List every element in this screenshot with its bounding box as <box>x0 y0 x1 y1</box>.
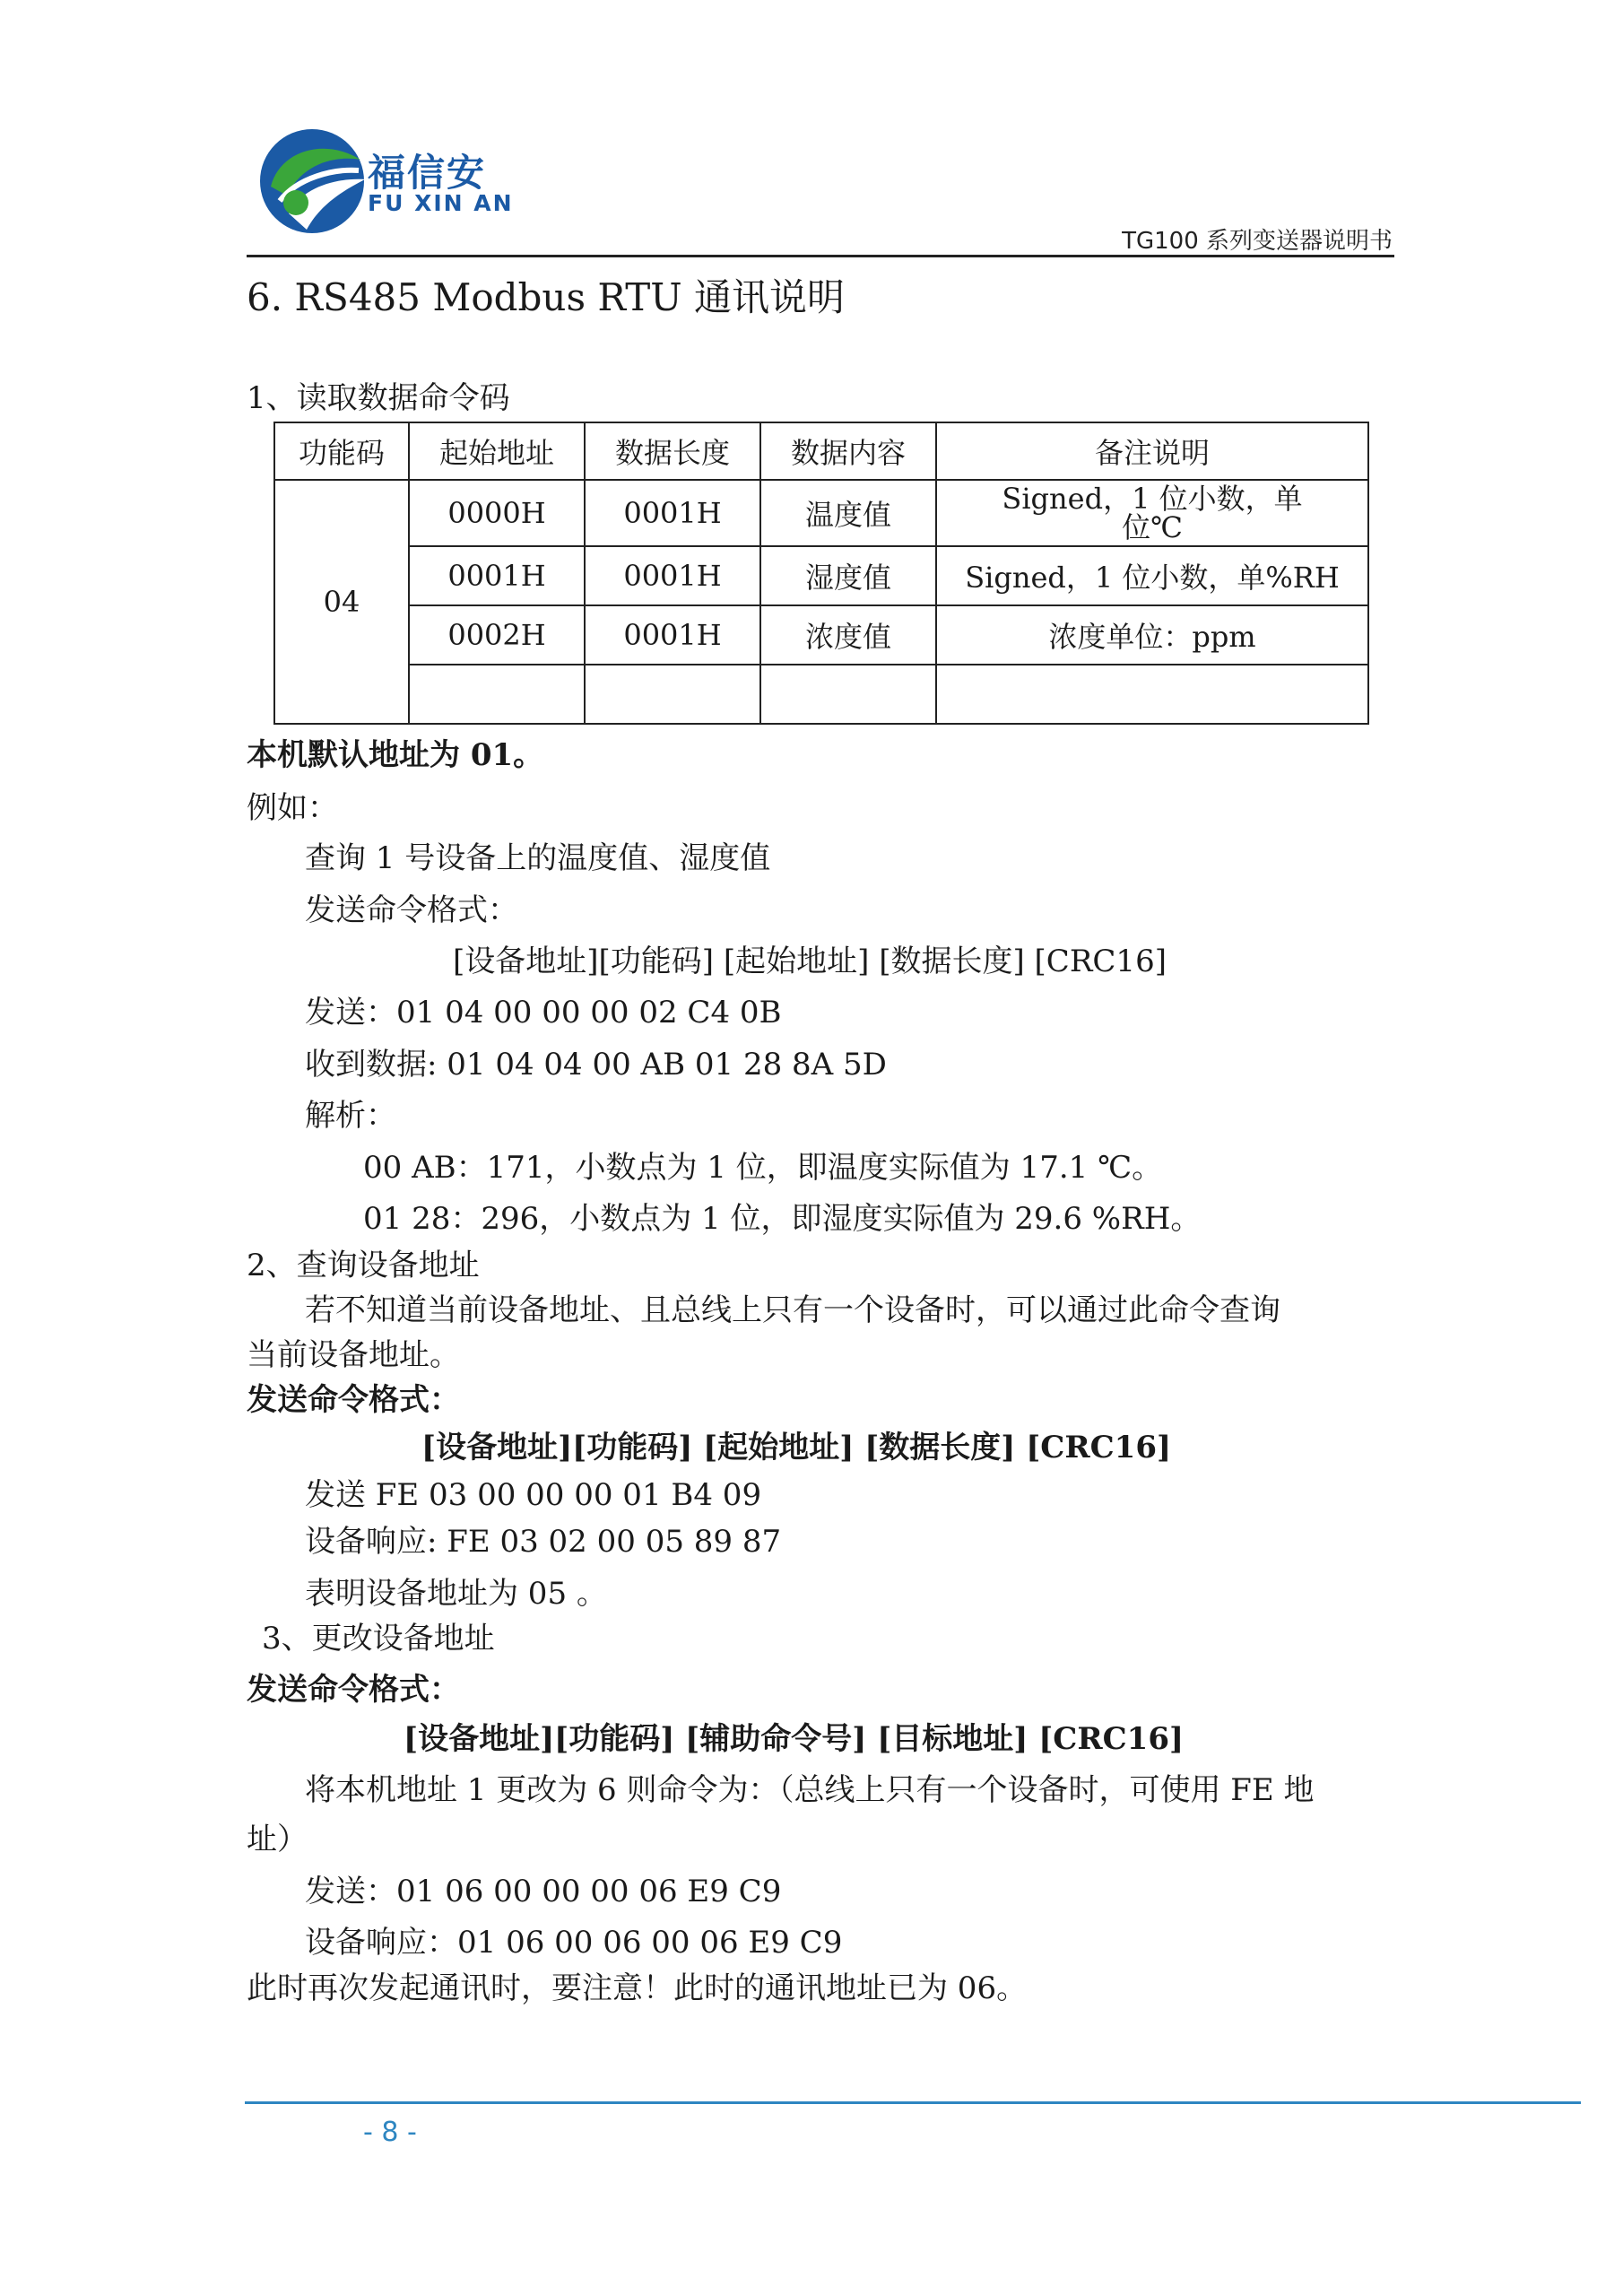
table-cell <box>760 665 936 724</box>
document-title: TG100 系列变送器说明书 <box>1122 228 1393 255</box>
s2-description: 若不知道当前设备地址、且总线上只有一个设备时，可以通过此命令查询 <box>305 1292 1280 1328</box>
section-heading: 6. RS485 Modbus RTU 通讯说明 <box>247 275 845 319</box>
company-logo-icon <box>253 124 374 240</box>
table-header-cell: 功能码 <box>274 422 409 480</box>
s2-command-format: [设备地址][功能码] [起始地址] [数据长度] [CRC16] <box>421 1430 1172 1465</box>
s3-description-cont: 址） <box>247 1822 308 1857</box>
query-description: 查询 1 号设备上的温度值、湿度值 <box>305 840 771 876</box>
s2-device-response: 设备响应: FE 03 02 00 05 89 87 <box>305 1524 782 1560</box>
table-cell: Signed，1 位小数，单%RH <box>936 546 1368 605</box>
parse-label: 解析： <box>305 1098 396 1134</box>
s2-description-cont: 当前设备地址。 <box>247 1337 460 1373</box>
send-command: 发送：01 04 00 00 00 02 C4 0B <box>305 995 782 1031</box>
table-cell: 浓度值 <box>760 605 936 665</box>
table-cell <box>936 480 1368 546</box>
s3-title: 3、更改设备地址 <box>262 1621 495 1657</box>
note-line: 位℃ <box>1122 510 1183 544</box>
brand-name-cn: 福信安 <box>368 151 487 195</box>
s1-title: 1、读取数据命令码 <box>247 380 510 416</box>
received-data: 收到数据: 01 04 04 00 AB 01 28 8A 5D <box>305 1047 887 1083</box>
table-cell: 温度值 <box>760 480 936 546</box>
table-cell: 0001H <box>409 546 585 605</box>
table-row <box>274 665 1368 724</box>
table-cell: 0001H <box>585 605 760 665</box>
table-cell: 0001H <box>585 546 760 605</box>
s3-warning-note: 此时再次发起通讯时，要注意！此时的通讯地址已为 06。 <box>247 1970 1028 2006</box>
example-label: 例如： <box>247 790 338 826</box>
table-header-cell: 起始地址 <box>409 422 585 480</box>
format-label: 发送命令格式： <box>305 892 518 928</box>
header-divider <box>247 255 1394 257</box>
s3-description: 将本机地址 1 更改为 6 则命令为：（总线上只有一个设备时，可使用 FE 地 <box>305 1772 1315 1808</box>
s3-send-command: 发送：01 06 00 00 00 06 E9 C9 <box>305 1874 782 1909</box>
table-cell: 0001H <box>585 480 760 546</box>
table-header-row <box>274 422 1368 480</box>
table-cell: 浓度单位：ppm <box>936 605 1368 665</box>
brand-name-en: FU XIN AN <box>368 190 514 216</box>
table-header-cell: 备注说明 <box>936 422 1368 480</box>
table-row <box>274 546 1368 605</box>
command-format: [设备地址][功能码] [起始地址] [数据长度] [CRC16] <box>453 944 1167 979</box>
s2-result: 表明设备地址为 05 。 <box>305 1576 607 1612</box>
function-code-cell: 04 <box>274 480 409 724</box>
parse-humidity: 01 28：296，小数点为 1 位，即湿度实际值为 29.6 %RH。 <box>363 1201 1202 1237</box>
s3-format-label: 发送命令格式： <box>247 1672 460 1708</box>
table-header-cell: 数据长度 <box>585 422 760 480</box>
table-row <box>274 605 1368 665</box>
footer-divider <box>245 2101 1581 2104</box>
table-header-cell: 数据内容 <box>760 422 936 480</box>
parse-temperature: 00 AB：171，小数点为 1 位，即温度实际值为 17.1 ℃。 <box>363 1150 1163 1186</box>
s3-device-response: 设备响应：01 06 00 06 00 06 E9 C9 <box>305 1925 843 1961</box>
table-cell: 0002H <box>409 605 585 665</box>
table-cell: 湿度值 <box>760 546 936 605</box>
table-cell <box>585 665 760 724</box>
table-row <box>274 480 1368 546</box>
table-cell <box>936 665 1368 724</box>
s2-format-label: 发送命令格式： <box>247 1382 460 1418</box>
s2-title: 2、查询设备地址 <box>247 1248 480 1283</box>
s3-command-format: [设备地址][功能码] [辅助命令号] [目标地址] [CRC16] <box>404 1721 1185 1757</box>
page-number: - 8 - <box>363 2117 417 2148</box>
default-address-note: 本机默认地址为 01。 <box>247 737 544 773</box>
table-cell <box>409 665 585 724</box>
read-command-table <box>273 422 1369 725</box>
table-cell: 0000H <box>409 480 585 546</box>
s2-send-command: 发送 FE 03 00 00 00 01 B4 09 <box>305 1477 762 1513</box>
note-line: Signed，1 位小数，单 <box>1002 482 1303 516</box>
